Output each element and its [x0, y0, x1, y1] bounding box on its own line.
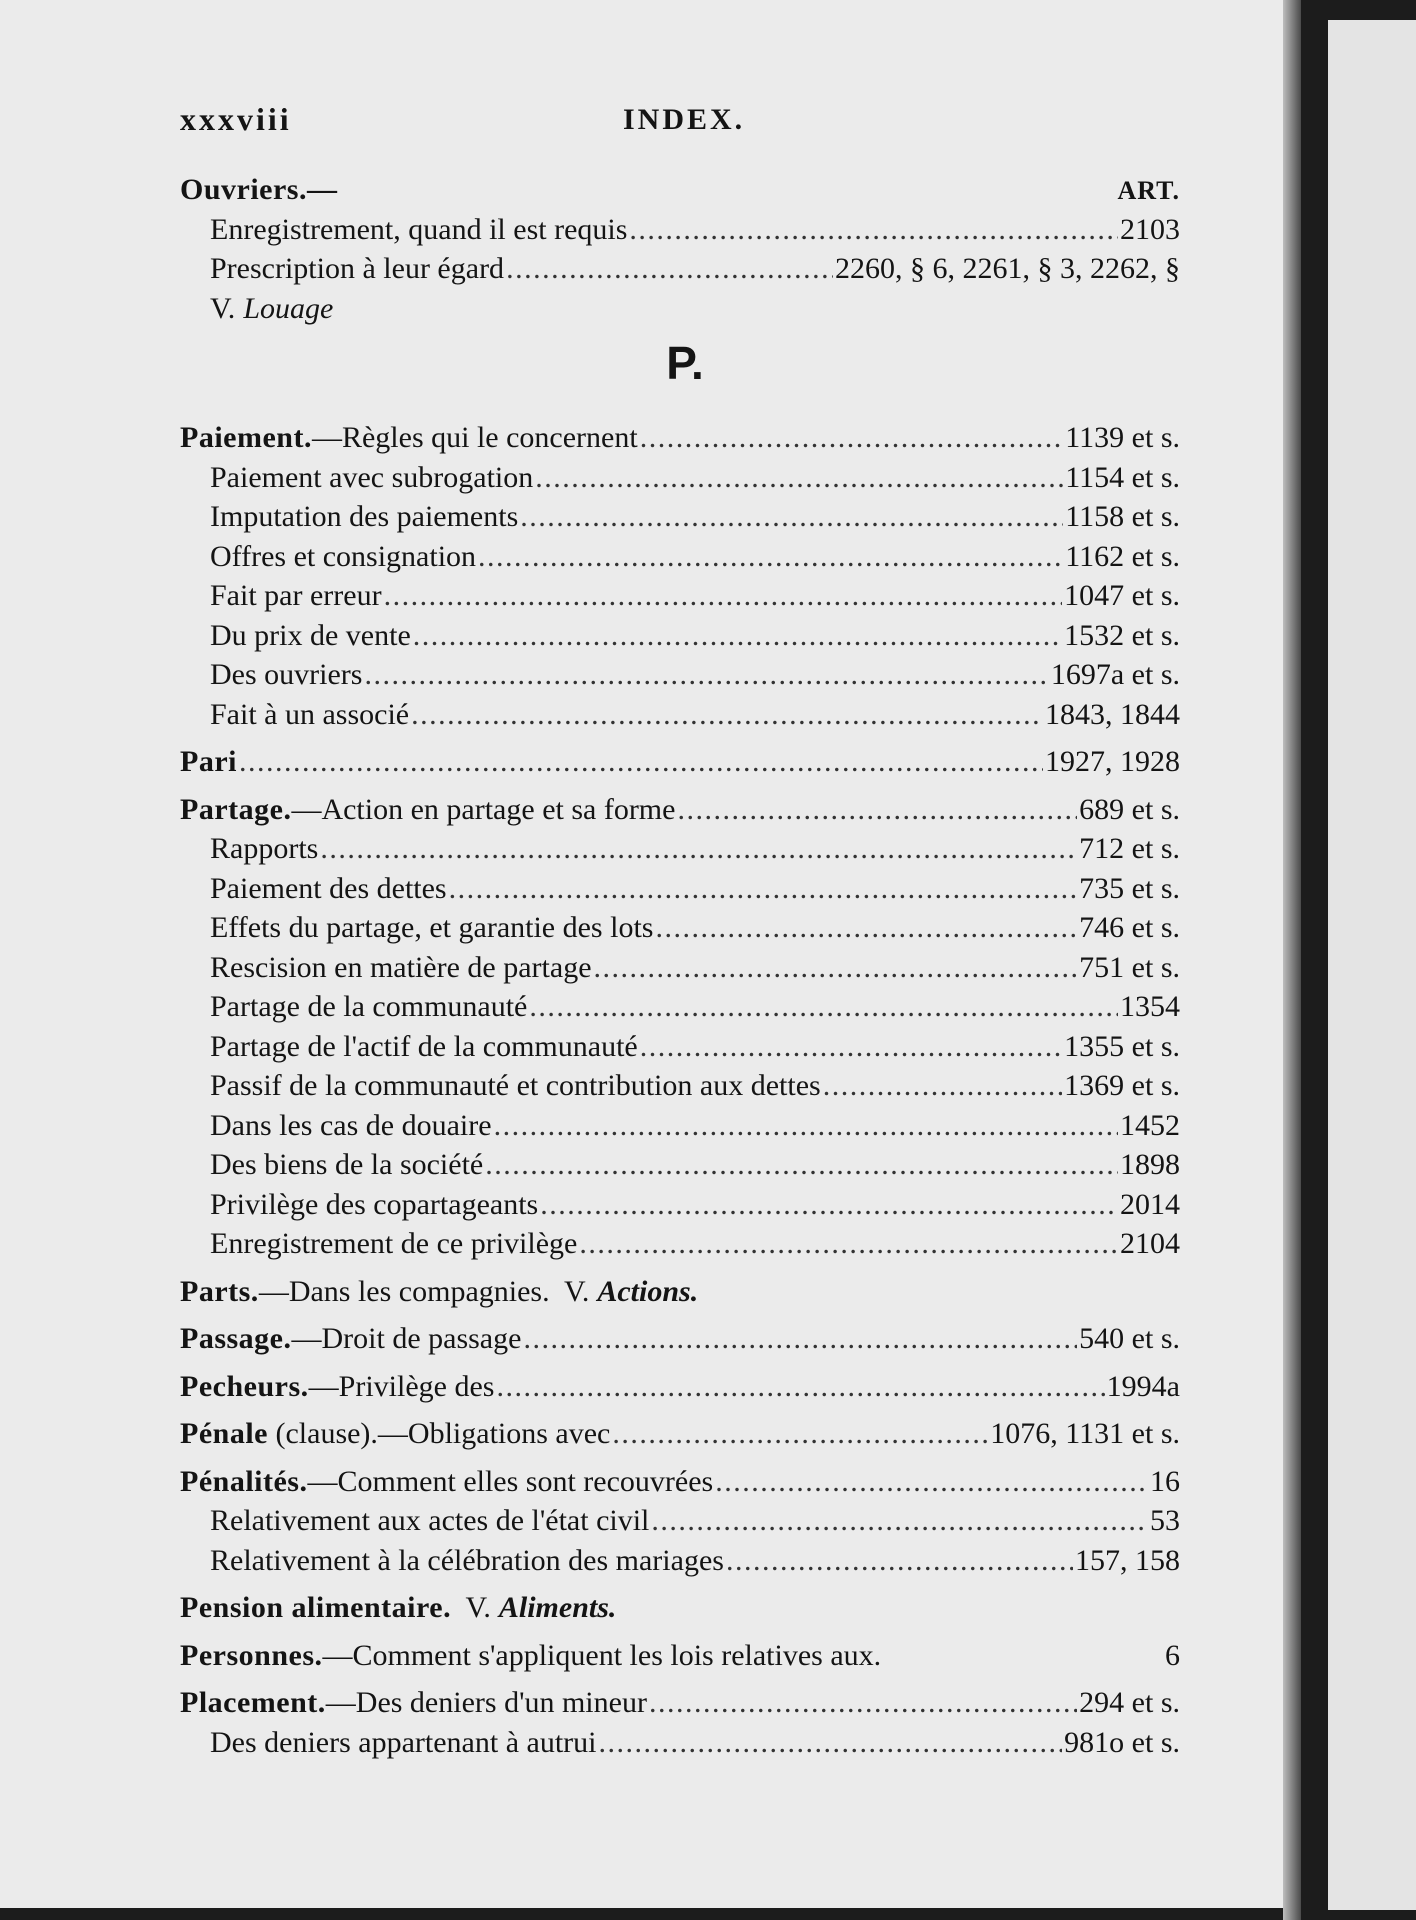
entry-headword: Pénalités. — [180, 1464, 308, 1498]
entries-before-section — [180, 170, 1180, 328]
index-subentry — [180, 1145, 1180, 1185]
article-reference: 746 et s. — [1079, 911, 1180, 944]
article-reference: 16 — [1150, 1464, 1180, 1498]
entry-text: Du prix de vente — [210, 618, 411, 652]
index-entry — [180, 1272, 1180, 1312]
entry-headword: Pension alimentaire. — [180, 1591, 452, 1624]
entry-text: Offres et consignation — [210, 539, 477, 573]
index-subentry — [180, 1185, 1180, 1225]
entry-text: V. — [210, 291, 236, 325]
dot-leader — [655, 908, 1077, 948]
entry-text: Enregistrement, quand il est requis — [210, 212, 628, 246]
dot-leader — [485, 1145, 1118, 1185]
index-subentry — [180, 537, 1180, 577]
index-subentry — [180, 1501, 1180, 1541]
entry-text: Enregistrement de ce privilège — [210, 1227, 578, 1260]
index-entry — [180, 1414, 1180, 1454]
index-subentry — [180, 616, 1180, 656]
article-reference: 2014 — [1120, 1187, 1180, 1221]
article-reference: 1697a et s. — [1050, 658, 1180, 691]
article-reference: 1047 et s. — [1064, 579, 1180, 612]
article-reference: 1898 — [1120, 1148, 1180, 1181]
article-reference: 1532 et s. — [1064, 618, 1180, 652]
index-content — [180, 100, 1180, 1762]
page-title: INDEX. — [623, 103, 746, 136]
article-reference: 6 — [1165, 1638, 1180, 1672]
adjacent-page-edge — [1328, 20, 1416, 1910]
dot-leader — [364, 655, 1048, 695]
dot-leader — [677, 790, 1077, 830]
entry-cross-reference: Aliments. — [498, 1591, 617, 1624]
dot-leader — [594, 948, 1078, 988]
dot-leader — [478, 537, 1063, 577]
entry-text: Paiement avec subrogation — [210, 460, 534, 494]
article-reference: 1843, 1844 — [1045, 697, 1180, 731]
article-reference: 1154 et s. — [1065, 460, 1180, 494]
index-subentry — [180, 210, 1180, 250]
entry-text: Effets du partage, et garantie des lots — [210, 911, 654, 944]
index-subentry — [180, 1066, 1180, 1106]
entry-headword: Pecheurs. — [180, 1369, 309, 1403]
dot-leader — [823, 1066, 1062, 1106]
article-reference: 2104 — [1120, 1227, 1180, 1260]
entry-text: —Action en partage et sa forme — [291, 792, 676, 826]
article-reference: 735 et s. — [1079, 871, 1180, 905]
dot-leader — [612, 1414, 988, 1454]
article-reference: 751 et s. — [1079, 950, 1180, 984]
index-subentry — [180, 695, 1180, 735]
article-reference: 981o et s. — [1064, 1725, 1180, 1759]
index-subentry — [180, 908, 1180, 948]
entry-text: Relativement à la célébration des mariages — [210, 1543, 724, 1577]
entry-text: —Privilège des — [308, 1369, 495, 1403]
entry-text: —Dans les compagnies. V. — [258, 1274, 590, 1308]
entry-headword: Partage. — [180, 792, 292, 826]
dot-leader — [384, 576, 1063, 616]
index-entry — [180, 1588, 1180, 1628]
dot-leader — [640, 1027, 1062, 1067]
index-entry — [180, 742, 1180, 782]
index-subentry — [180, 869, 1180, 909]
article-reference: 53 — [1150, 1504, 1180, 1537]
entry-text: —Droit de passage — [291, 1322, 522, 1355]
index-entry — [180, 170, 1180, 210]
index-entry — [180, 1319, 1180, 1359]
article-reference: 689 et s. — [1079, 792, 1180, 826]
entry-text: Passif de la communauté et contribution aux dettes — [210, 1069, 821, 1102]
entry-text: Partage de la communauté — [210, 990, 528, 1023]
entry-text: Privilège des copartageants — [210, 1187, 539, 1221]
entry-text: Fait par erreur — [210, 579, 382, 612]
entry-text: Partage de l'actif de la communauté — [210, 1029, 638, 1063]
dot-leader — [599, 1723, 1063, 1763]
dot-leader — [715, 1462, 1148, 1502]
article-reference: 1139 et s. — [1065, 421, 1180, 454]
index-subentry — [180, 249, 1180, 289]
dot-leader — [640, 418, 1064, 458]
running-header — [180, 100, 1180, 150]
page-gutter-shadow — [1283, 0, 1301, 1920]
dot-leader — [520, 497, 1063, 537]
dot-leader — [506, 249, 833, 289]
page-number: xxxviii — [180, 101, 292, 137]
article-reference: 1158 et s. — [1065, 500, 1180, 533]
section-letter: P. — [666, 337, 704, 389]
entry-text: —Des deniers d'un mineur — [325, 1686, 647, 1719]
article-reference: 1162 et s. — [1065, 539, 1180, 573]
entry-headword: Passage. — [180, 1322, 292, 1355]
entry-headword: Pari — [180, 745, 237, 778]
index-subentry — [180, 948, 1180, 988]
index-subentry — [180, 497, 1180, 537]
index-subentry — [180, 1541, 1180, 1581]
index-entry — [180, 418, 1180, 458]
entry-headword: Ouvriers.— — [180, 173, 338, 206]
dot-leader — [494, 1106, 1118, 1146]
dot-leader — [651, 1501, 1148, 1541]
index-subentry — [180, 1224, 1180, 1264]
index-subentry — [180, 1723, 1180, 1763]
entry-headword: Placement. — [180, 1686, 326, 1719]
dot-leader — [726, 1541, 1073, 1581]
article-reference: 1355 et s. — [1064, 1029, 1180, 1063]
entry-text: Relativement aux actes de l'état civil — [210, 1504, 650, 1537]
dot-leader — [579, 1224, 1118, 1264]
entry-text: Prescription à leur égard — [210, 252, 505, 285]
entry-text: V. — [451, 1591, 491, 1624]
entry-text: Fait à un associé — [210, 697, 410, 731]
dot-leader — [411, 695, 1043, 735]
dot-leader — [239, 742, 1043, 782]
entry-text: Dans les cas de douaire — [210, 1108, 492, 1142]
index-subentry — [180, 829, 1180, 869]
dot-leader — [540, 1185, 1118, 1225]
article-reference: 1354 — [1120, 990, 1180, 1023]
dot-leader — [535, 458, 1063, 498]
index-subentry — [180, 289, 1180, 329]
article-reference: 1452 — [1120, 1108, 1180, 1142]
entry-cross-reference: Actions. — [597, 1274, 699, 1308]
article-reference: 294 et s. — [1079, 1686, 1180, 1719]
article-reference: 1927, 1928 — [1045, 745, 1180, 778]
entry-headword: Paiement. — [180, 421, 312, 454]
article-reference: 540 et s. — [1079, 1322, 1180, 1355]
dot-leader — [449, 869, 1078, 909]
dot-leader — [629, 210, 1118, 250]
index-subentry — [180, 1027, 1180, 1067]
index-entry — [180, 1462, 1180, 1502]
index-entry — [180, 1683, 1180, 1723]
index-subentry — [180, 655, 1180, 695]
section-p-entries — [180, 418, 1180, 1762]
entry-text: —Règles qui le concernent — [311, 421, 638, 454]
article-column-header: ART. — [1117, 176, 1180, 205]
entry-text: —Comment s'appliquent les lois relatives aux. — [322, 1638, 882, 1672]
index-subentry — [180, 576, 1180, 616]
entry-text: Imputation des paiements — [210, 500, 519, 533]
article-reference: 2103 — [1120, 212, 1180, 246]
dot-leader — [413, 616, 1062, 656]
dot-leader — [529, 987, 1118, 1027]
index-subentry — [180, 1106, 1180, 1146]
entry-cross-reference: Louage — [243, 291, 334, 325]
entry-text: Des deniers appartenant à autrui — [210, 1725, 597, 1759]
entry-headword: Pénale — [180, 1417, 268, 1450]
entry-text: (clause).—Obligations avec — [267, 1417, 611, 1450]
dot-leader — [649, 1683, 1077, 1723]
article-reference: 2260, § 6, 2261, § 3, 2262, § — [835, 252, 1180, 285]
entry-text: Rescision en matière de partage — [210, 950, 592, 984]
index-entry — [180, 1367, 1180, 1407]
entry-text: Paiement des dettes — [210, 871, 447, 905]
index-entry — [180, 1636, 1180, 1676]
index-subentry — [180, 987, 1180, 1027]
article-reference: 1994a — [1106, 1369, 1180, 1403]
entry-text: Rapports — [210, 832, 319, 865]
dot-leader — [496, 1367, 1104, 1407]
entry-headword: Personnes. — [180, 1638, 323, 1672]
dot-leader — [523, 1319, 1077, 1359]
entry-text: Des biens de la société — [210, 1148, 484, 1181]
article-reference: 712 et s. — [1079, 832, 1180, 865]
index-subentry — [180, 458, 1180, 498]
entry-text: Des ouvriers — [210, 658, 363, 691]
article-reference: 157, 158 — [1075, 1543, 1180, 1577]
article-reference: 1369 et s. — [1064, 1069, 1180, 1102]
article-reference: 1076, 1131 et s. — [990, 1417, 1180, 1450]
entry-text: —Comment elles sont recouvrées — [307, 1464, 714, 1498]
dot-leader — [320, 829, 1077, 869]
index-entry — [180, 790, 1180, 830]
entry-headword: Parts. — [180, 1274, 259, 1308]
